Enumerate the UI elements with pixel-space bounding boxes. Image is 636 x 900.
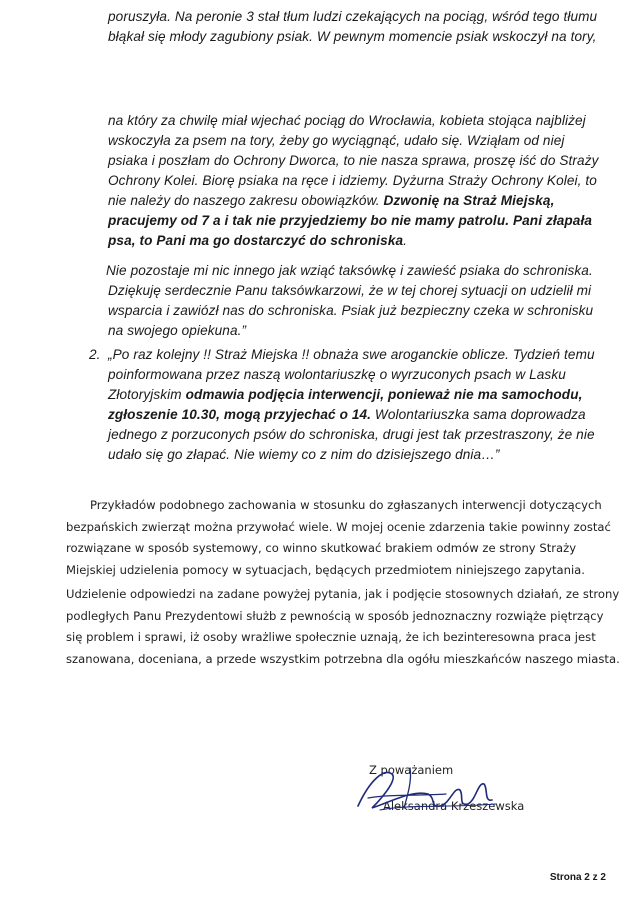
text-line: podległych Panu Prezydentowi służb z pewnością w sposób jednoznaczny rozwiąże piętrzący — [66, 608, 604, 623]
text-line: szanowana, doceniana, a przede wszystkim potrzebna dla ogółu mieszkańców naszego miasta. — [66, 651, 620, 666]
bold-span: Dzwonię na Straż Miejską, — [383, 193, 555, 208]
list-item-2 — [108, 345, 595, 465]
bold-line: pracujemy od 7 a i tak nie przyjedziemy bo nie mamy patrolu. Pani złapała — [108, 213, 592, 228]
text-line: bezpańskich zwierząt można przywołać wiele. W mojej ocenie zdarzenia takie powinny zostać — [66, 519, 611, 534]
text-line: udało się go złapać. Nie wiemy co z nim do dzisiejszego dnia…” — [108, 447, 500, 462]
quote-fragment-1 — [108, 7, 597, 47]
text-line: się problem i sprawi, iż osoby wrażliwe społecznie uznają, że ich bezinteresowna praca jest — [66, 630, 596, 644]
bold-span: psa, to Pani ma go dostarczyć do schroniska — [108, 233, 404, 248]
paragraph-2 — [66, 584, 620, 670]
signature-greeting: Z poważaniem — [369, 763, 454, 777]
text-line — [108, 191, 599, 211]
text-line — [108, 405, 595, 425]
list-number: 2. — [89, 347, 101, 362]
paragraph-1 — [66, 495, 611, 581]
text-line: rozwiązane w sposób systemowy, co winno skutkować brakiem odmów ze strony Straży — [66, 541, 577, 555]
text-line: Ochrony Kolei. Biorę psiaka na ręce i idziemy. Dyżurna Straży Ochrony Kolei, to — [108, 173, 597, 188]
text-line: na który za chwilę miał wjechać pociąg do Wrocławia, kobieta stojąca najbliżej — [108, 113, 586, 128]
text-line: poruszyła. Na peronie 3 stał tłum ludzi czekających na pociąg, wśród tego tłumu — [108, 9, 598, 24]
text-span: nie należy do naszego zakresu obowiązków. — [108, 193, 384, 208]
text-line: wskoczyła za psem na tory, żeby go wyciągnąć, udało się. Wziąłam od niej — [108, 133, 565, 148]
quote-fragment-3 — [106, 261, 593, 341]
text-line: poinformowana przez naszą wolontariuszkę o wyrzuconych psach w Lasku — [108, 367, 566, 382]
text-line: psiaka i poszłam do Ochrony Dworca, to nie nasza sprawa, proszę iść do Straży — [108, 153, 599, 168]
text-line: Dziękuję serdecznie Panu taksówkarzowi, że w tej chorej sytuacji on udzielił mi — [108, 283, 592, 298]
text-line: Przykładów podobnego zachowania w stosunku do zgłaszanych interwencji dotyczących — [90, 498, 602, 512]
handwritten-signature — [350, 760, 500, 820]
quote-fragment-2 — [108, 111, 599, 251]
text-line: wsparcia i zawiózł nas do schroniska. Psiak już bezpieczny czeka w schronisku — [108, 303, 594, 318]
bold-span: zgłoszenie 10.30, mogą przyjechać o 14. — [108, 407, 372, 422]
page-number: Strona 2 z 2 — [549, 872, 606, 883]
text-span: Wolontariuszka sama doprowadza — [371, 407, 586, 422]
text-line: jednego z porzuconych psów do schroniska, drugi jest tak przestraszony, że nie — [108, 427, 595, 442]
text-span: Złotoryjskim — [108, 387, 186, 402]
text-line: Miejskiej udzielenia pomocy w sytuacjach, będących przedmiotem niniejszego zapytania. — [66, 562, 585, 577]
text-line: na swojego opiekuna.” — [108, 323, 247, 338]
bold-span: odmawia podjęcia interwencji, ponieważ nie ma samochodu, — [185, 387, 583, 402]
text-line: Udzielenie odpowiedzi na zadane powyżej pytania, jak i podjęcie stosownych działań, ze strony — [66, 587, 620, 601]
text-span: . — [403, 233, 408, 248]
signature-name: Aleksandra Krzeszewska — [383, 799, 525, 813]
text-line — [108, 231, 599, 251]
text-line: błąkał się młody zagubiony psiak. W pewnym momencie psiak wskoczył na tory, — [108, 29, 597, 44]
text-line: Nie pozostaje mi nic innego jak wziąć taksówkę i zawieść psiaka do schroniska. — [106, 263, 593, 278]
text-line: „Po raz kolejny !! Straż Miejska !! obnaża swe aroganckie oblicze. Tydzień temu — [108, 347, 595, 362]
text-line — [108, 385, 595, 405]
